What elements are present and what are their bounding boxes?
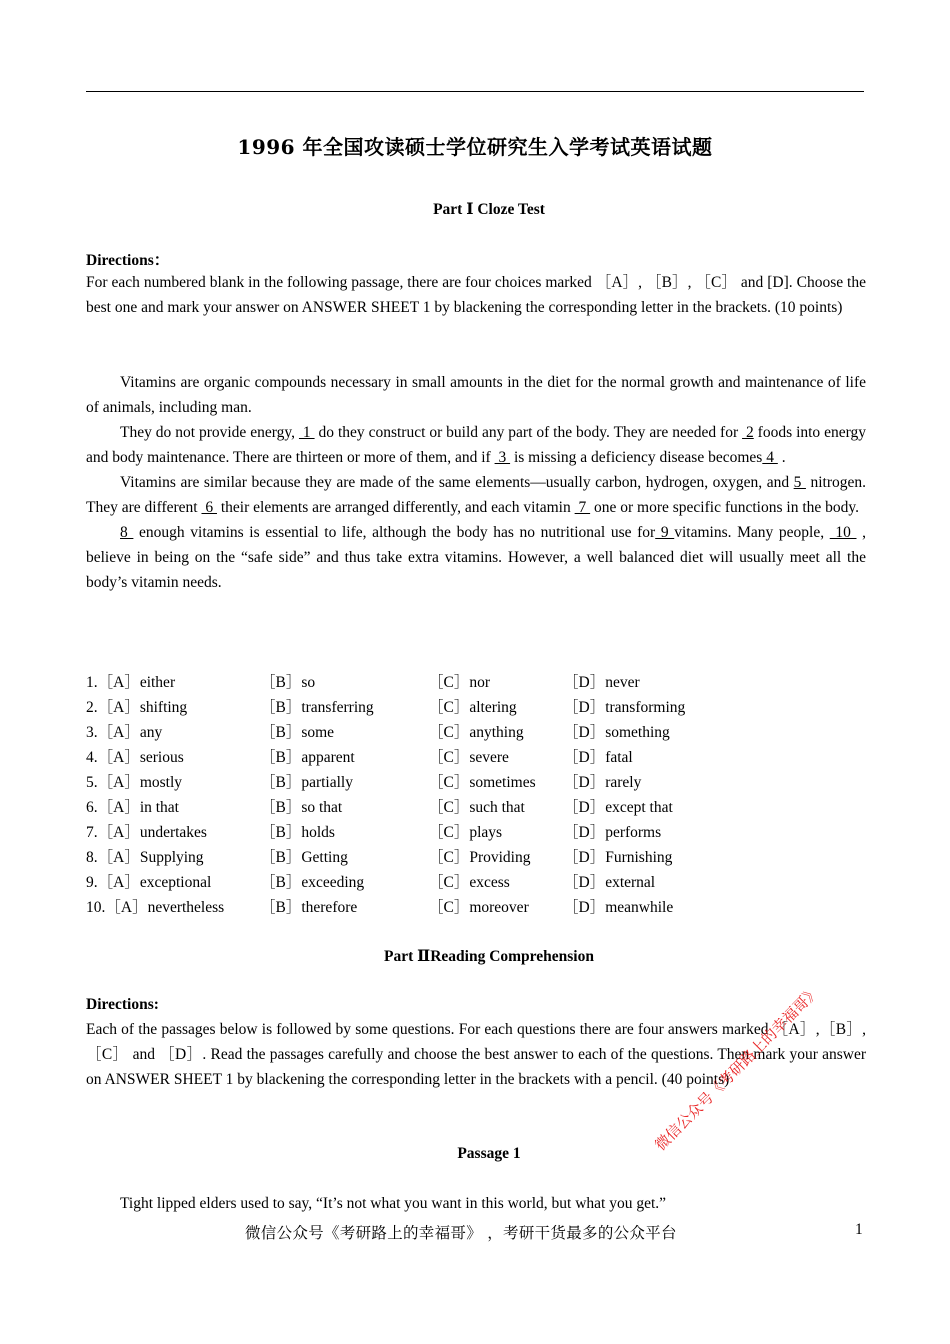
option-c: ［C］altering — [428, 698, 517, 716]
blank-9: 9 — [655, 524, 675, 541]
question-number: 4. — [86, 748, 98, 766]
option-d: ［D］something — [563, 723, 670, 741]
option-c: ［C］severe — [428, 748, 509, 766]
question-number: 2. — [86, 698, 98, 716]
option-d: ［D］performs — [563, 823, 662, 841]
watermark: 微信公众号《考研路上的幸福哥》 — [651, 982, 824, 1155]
question-number: 5. — [86, 773, 98, 791]
question-number: 7. — [86, 823, 98, 841]
page-title: 1996 年全国攻读硕士学位研究生入学考试英语试题 — [237, 135, 713, 159]
blank-10: 10 — [829, 524, 857, 541]
option-d: ［D］external — [563, 873, 656, 891]
option-row — [86, 668, 713, 693]
option-d: ［D］fatal — [563, 748, 633, 766]
blank-1: 1 — [298, 424, 315, 441]
question-number: 8. — [86, 848, 98, 866]
option-a: ［A］in that — [97, 798, 179, 816]
blank-6: 6 — [201, 499, 217, 516]
option-a-cell — [86, 718, 260, 743]
cloze-paragraph-3: Vitamins are similar because they are made of the same elements—usually carbon, hydrogen, oxygen, and 5 nitrogen. They are different 6 their elements are arranged differently, and each vitamin 7 one or more specific functions in the body. — [86, 474, 867, 516]
blank-2: 2 — [742, 424, 754, 441]
option-row — [86, 693, 713, 718]
option-row — [86, 768, 713, 793]
option-d: ［D］rarely — [563, 773, 642, 791]
option-a-cell — [86, 818, 260, 843]
page-number: 1 — [855, 1221, 863, 1238]
passage1-heading: Passage 1 — [457, 1145, 521, 1162]
option-a: ［A］shifting — [97, 698, 188, 716]
option-row — [86, 893, 713, 918]
option-a: ［A］undertakes — [97, 823, 207, 841]
option-row — [86, 718, 713, 743]
option-b: ［B］apparent — [260, 748, 355, 766]
cloze-passage — [86, 370, 866, 595]
option-b: ［B］partially — [260, 773, 353, 791]
blank-5: 5 — [793, 474, 806, 491]
option-c: ［C］excess — [428, 873, 510, 891]
option-a: ［A］nevertheless — [105, 898, 225, 916]
part1-directions-text: For each numbered blank in the following passage, there are four choices marked ［A］, ［B］, ［C］ and [D]. Choose the best one and mark your answer on ANSWER SHEET 1 by blackening the corresponding letter in the brackets. (10 points) — [86, 274, 866, 316]
option-a-cell — [86, 693, 260, 718]
passage1-first-line: Tight lipped elders used to say, “It’s not what you want in this world, but what you get.” — [120, 1195, 667, 1212]
blank-8: 8 — [120, 524, 134, 541]
option-c: ［C］moreover — [428, 898, 529, 916]
option-a: ［A］exceptional — [97, 873, 212, 891]
option-a: ［A］mostly — [97, 773, 183, 791]
option-row — [86, 743, 713, 768]
option-a: ［A］either — [97, 673, 176, 691]
option-row — [86, 818, 713, 843]
option-row — [86, 868, 713, 893]
passage1-text — [86, 1191, 866, 1216]
option-row — [86, 793, 713, 818]
question-number: 1. — [86, 673, 98, 691]
option-c: ［C］anything — [428, 723, 524, 741]
option-c: ［C］plays — [428, 823, 503, 841]
part2-heading: Part ⅡReading Comprehension — [384, 948, 594, 965]
option-c: ［C］sometimes — [428, 773, 536, 791]
option-d: ［D］Furnishing — [563, 848, 673, 866]
option-b: ［B］therefore — [260, 898, 358, 916]
option-a-cell — [86, 768, 260, 793]
option-a-cell — [86, 743, 260, 768]
option-b: ［B］so — [260, 673, 316, 691]
option-a-cell — [86, 793, 260, 818]
option-b: ［B］Getting — [260, 848, 348, 866]
option-a-cell — [86, 668, 260, 693]
cloze-options-table — [86, 668, 713, 918]
part2-directions-text: Each of the passages below is followed by some questions. For each questions there are four answers marked ［A］,［B］,［C］ and ［D］. Read the passages carefully and choose the best answer to each of the questions. Then mark your answer on ANSWER SHEET 1 by blackening the corresponding letter in the brackets with a pencil. (40 points) — [86, 1021, 866, 1088]
blank-3: 3 — [494, 449, 511, 466]
option-b: ［B］some — [260, 723, 335, 741]
part2-directions-label: Directions: — [86, 996, 159, 1013]
option-d: ［D］except that — [563, 798, 673, 816]
option-c: ［C］such that — [428, 798, 525, 816]
option-a: ［A］Supplying — [97, 848, 204, 866]
option-b: ［B］so that — [260, 798, 343, 816]
part1-directions-label: Directions： — [86, 252, 170, 269]
blank-4: 4 — [762, 449, 778, 466]
option-c: ［C］Providing — [428, 848, 531, 866]
option-b: ［B］exceeding — [260, 873, 365, 891]
option-b: ［B］holds — [260, 823, 335, 841]
cloze-paragraph-4: 8 enough vitamins is essential to life, although the body has no nutritional use for 9 vitamins. Many people, 10 , believe in being on the “safe side” and thus take extra vitamins. However, a well balanced diet will usually meet all the body’s vitamin needs. — [86, 524, 867, 591]
option-d: ［D］never — [563, 673, 640, 691]
cloze-paragraph-2: They do not provide energy, 1 do they construct or build any part of the body. They are needed for 2 foods into energy and body maintenance. There are thirteen or more of them, and if 3 is missing a deficiency disease becomes 4 . — [86, 424, 867, 466]
part1-heading: Part Ⅰ Cloze Test — [433, 201, 545, 218]
question-number: 9. — [86, 873, 98, 891]
option-a-cell — [86, 843, 260, 868]
question-number: 3. — [86, 723, 98, 741]
option-a-cell — [86, 893, 260, 918]
option-a-cell — [86, 868, 260, 893]
question-number: 6. — [86, 798, 98, 816]
option-b: ［B］transferring — [260, 698, 374, 716]
footer-text: 微信公众号《考研路上的幸福哥》 ，考研干货最多的公众平台 — [245, 1224, 677, 1242]
option-d: ［D］transforming — [563, 698, 686, 716]
question-number: 10. — [86, 898, 106, 916]
option-c: ［C］nor — [428, 673, 491, 691]
option-d: ［D］meanwhile — [563, 898, 674, 916]
option-row — [86, 843, 713, 868]
header-rule — [86, 91, 864, 92]
blank-7: 7 — [574, 499, 591, 516]
cloze-paragraph-1: Vitamins are organic compounds necessary in small amounts in the diet for the normal growth and maintenance of life of animals, including man. — [86, 374, 866, 416]
option-a: ［A］serious — [97, 748, 184, 766]
option-a: ［A］any — [97, 723, 163, 741]
